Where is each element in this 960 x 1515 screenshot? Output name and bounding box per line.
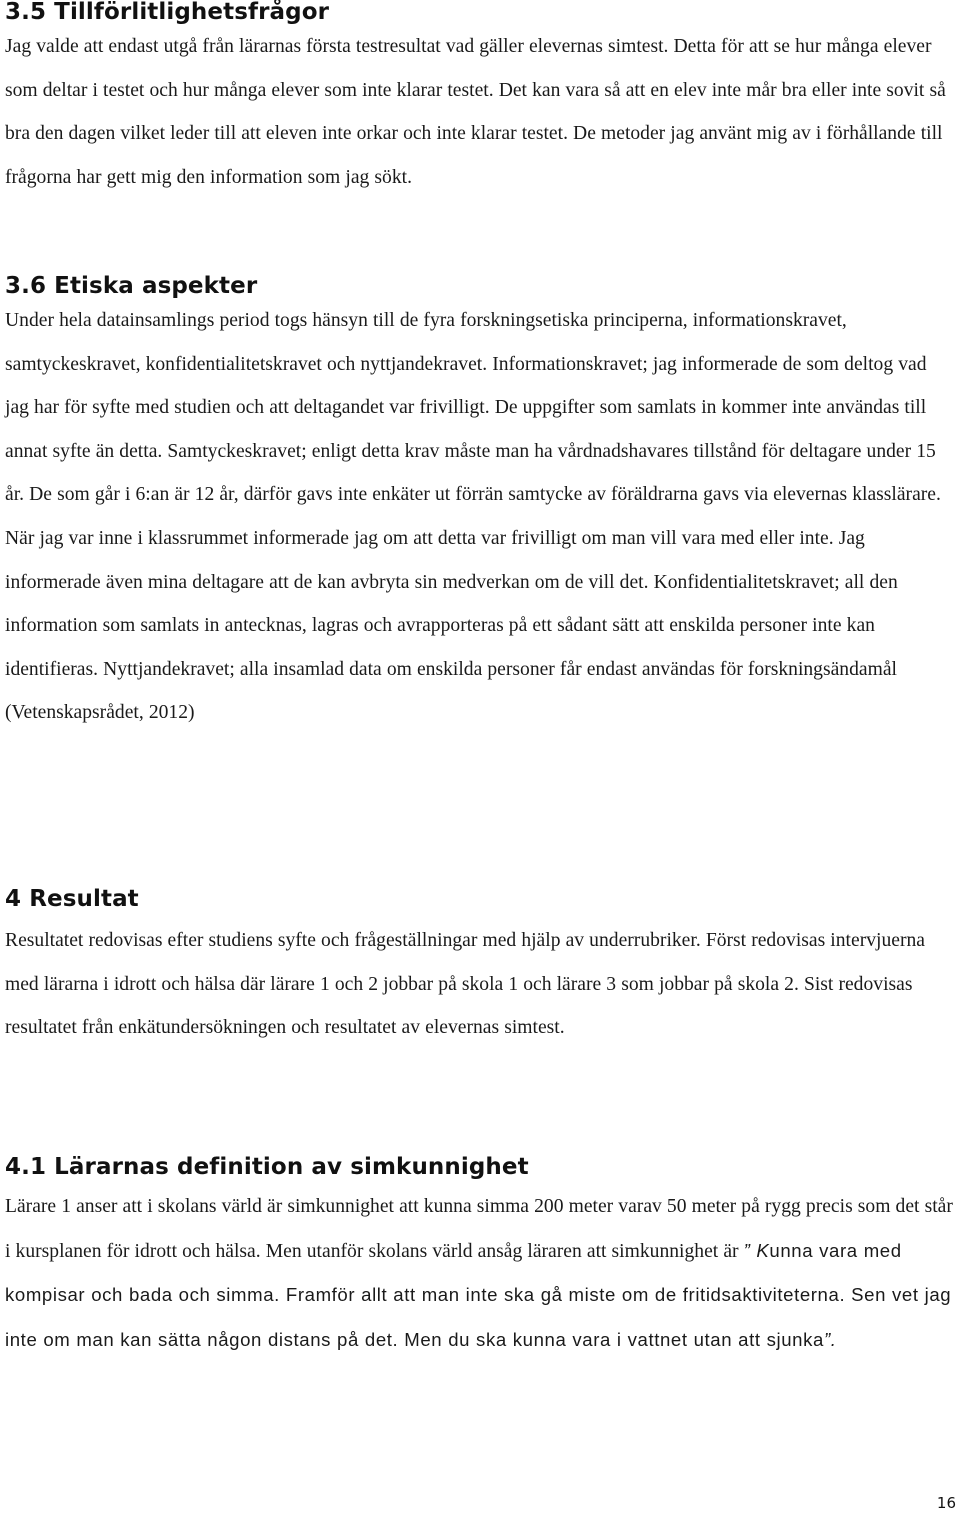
section-paragraph-4-1 xyxy=(5,1185,960,1362)
quote-close: ”. xyxy=(823,1328,837,1350)
teacher-quote: unna vara med kompisar och bada och simma. Framför allt att man inte ska gå miste om de fritidsaktiviteterna. Sen vet jag inte om man kan sätta någon distans på det. Men du ska kunna vara i vattnet utan att sjunka xyxy=(5,1239,952,1350)
page-number: 16 xyxy=(936,1494,956,1512)
section-heading-3-5: 3.5 Tillförlitlighetsfrågor xyxy=(5,0,330,25)
section-heading-4: 4 Resultat xyxy=(5,886,139,912)
section-paragraph-3-6: Under hela datainsamlings period togs hänsyn till de fyra forskningsetiska principerna, informationskravet, samtyckeskravet, konfidentialitetskravet och nyttjandekravet. Informationskravet; jag informerade de som deltog vad jag har för syfte med studien och att deltagandet var frivilligt. De uppgifter som samlats in kommer inte användas till annat syfte än detta. Samtyckeskravet; enligt detta krav måste man ha vårdnadshavares tillstånd för deltagare under 15 år. De som går i 6:an är 12 år, därför gavs inte enkäter ut förrän samtycke av föräldrarna gavs via elevernas klasslärare. När jag var inne i klassrummet informerade jag om att detta var frivilligt om man vill vara med eller inte. Jag informerade även mina deltagare att de kan avbryta sin medverkan om de vill det. Konfidentialitetskravet; all den information som samlats in antecknas, lagras och avrapporteras på ett sådant sätt att enskilda personer inte kan identifieras. Nyttjandekravet; alla insamlad data om enskilda personer får endast användas för forskningsändamål (Vetenskapsrådet, 2012) xyxy=(5,310,941,724)
quote-open: ” K xyxy=(743,1239,770,1261)
section-paragraph-4: Resultatet redovisas efter studiens syfte och frågeställningar med hjälp av underrubriker. Först redovisas intervjuerna med lärarna i idrott och hälsa där lärare 1 och 2 jobbar på skola 1 och lärare 3 som jobbar på skola 2. Sist redovisas resultatet från enkätundersökningen och resultatet av elevernas simtest. xyxy=(5,930,925,1039)
paragraph-lead-text: Lärare 1 anser att i skolans värld är simkunnighet att kunna simma 200 meter varav 50 meter på rygg precis som det står i kursplanen för idrott och hälsa. Men utanför skolans värld ansåg läraren att simkunnighet är xyxy=(5,1196,953,1262)
section-paragraph-3-5: Jag valde att endast utgå från lärarnas första testresultat vad gäller elevernas simtest. Detta för att se hur många elever som deltar i testet och hur många elever som inte klarar testet. Det kan vara så att en elev inte mår bra eller inte sovit så bra den dagen vilket leder till att eleven inte orkar och inte klarar testet. De metoder jag använt mig av i förhållande till frågorna har gett mig den information som jag sökt. xyxy=(5,36,946,188)
section-heading-3-6: 3.6 Etiska aspekter xyxy=(5,273,258,299)
section-heading-4-1: 4.1 Lärarnas definition av simkunnighet xyxy=(5,1154,529,1180)
